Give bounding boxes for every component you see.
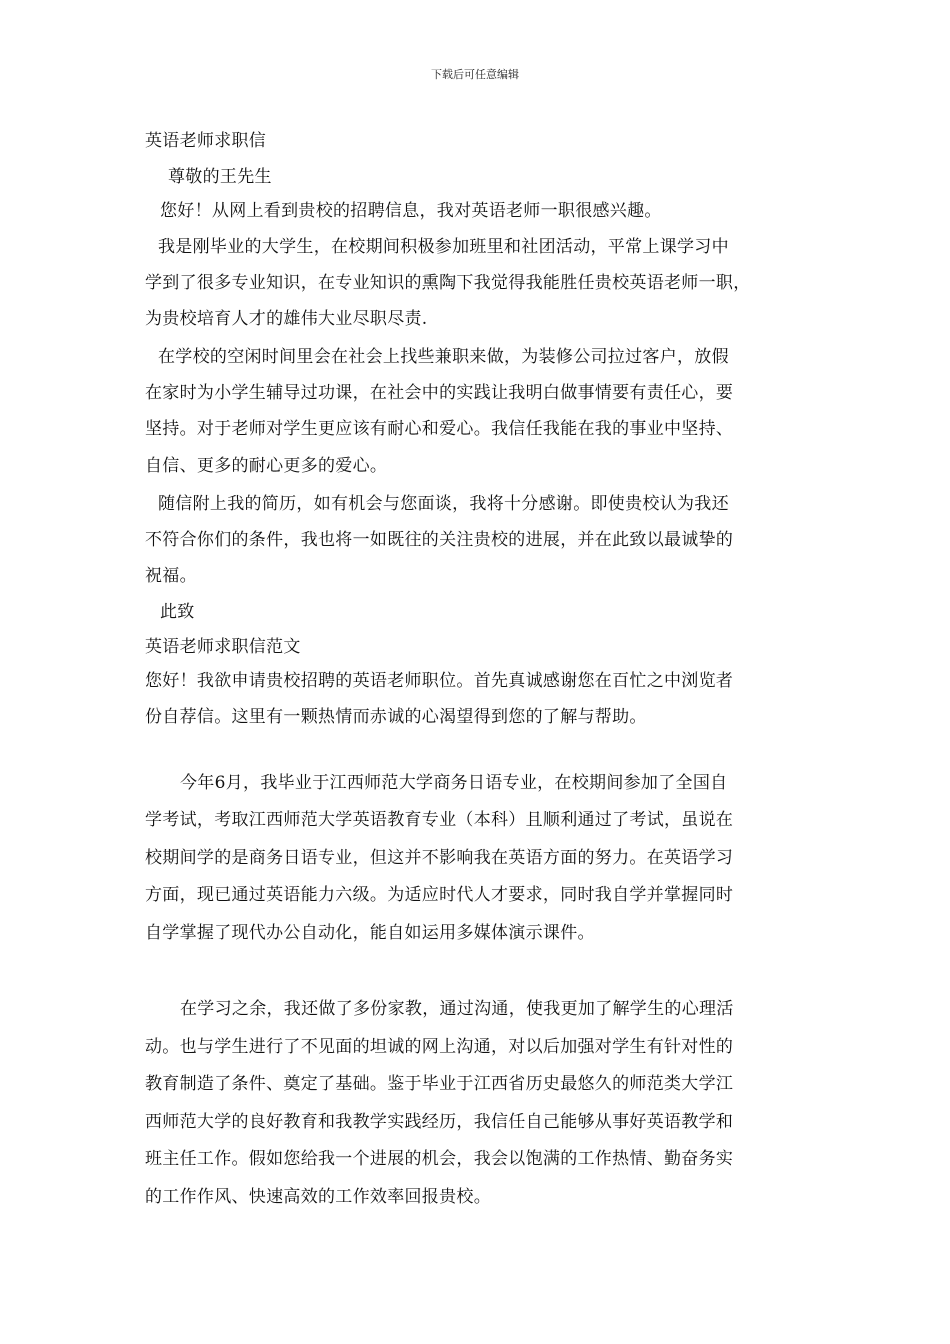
- text-line: 坚持。对于老师对学生更应该有耐心和爱心。我信任我能在我的事业中坚持、: [145, 419, 734, 439]
- section-title: 英语老师求职信范文: [145, 637, 301, 657]
- text-line: 班主任工作。假如您给我一个进展的机会，我会以饱满的工作热情、勤奋务实: [145, 1149, 734, 1169]
- text-line: 学到了很多专业知识，在专业知识的熏陶下我觉得我能胜任贵校英语老师一职，: [145, 273, 751, 293]
- text-line: 为贵校培育人才的雄伟大业尽职尽责.: [145, 309, 428, 329]
- text-line: 您好！我欲申请贵校招聘的英语老师职位。首先真诚感谢您在百忙之中浏览者: [145, 671, 734, 691]
- closing: 此致: [160, 602, 195, 622]
- text-line: 不符合你们的条件，我也将一如既往的关注贵校的进展，并在此致以最诚挚的: [145, 530, 734, 550]
- text-line: 在学校的空闲时间里会在社会上找些兼职来做，为装修公司拉过客户，放假: [158, 347, 729, 367]
- text-line: 方面，现已通过英语能力六级。为适应时代人才要求，同时我自学并掌握同时: [145, 885, 734, 905]
- text-line: 在家时为小学生辅导过功课，在社会中的实践让我明白做事情要有责任心，要: [145, 383, 734, 403]
- letter-title: 英语老师求职信: [145, 131, 267, 151]
- text-line: 份自荐信。这里有一颗热情而赤诚的心渴望得到您的了解与帮助。: [145, 707, 647, 727]
- text-line: 西师范大学的良好教育和我教学实践经历，我信任自己能够从事好英语教学和: [145, 1112, 734, 1132]
- text-line: 在学习之余，我还做了多份家教，通过沟通，使我更加了解学生的心理活: [180, 999, 734, 1019]
- text-line: 您好！从网上看到贵校的招聘信息，我对英语老师一职很感兴趣。: [160, 201, 662, 221]
- text-line: 今年6月，我毕业于江西师范大学商务日语专业，在校期间参加了全国自: [180, 773, 728, 793]
- text-line: 教育制造了条件、奠定了基础。鉴于毕业于江西省历史最悠久的师范类大学江: [145, 1074, 734, 1094]
- text-line: 学考试，考取江西师范大学英语教育专业（本科）且顺利通过了考试，虽说在: [145, 810, 734, 830]
- text-line: 随信附上我的简历，如有机会与您面谈，我将十分感谢。即使贵校认为我还: [158, 494, 729, 514]
- text-line: 动。也与学生进行了不见面的坦诚的网上沟通，对以后加强对学生有针对性的: [145, 1037, 734, 1057]
- text-line: 自信、更多的耐心更多的爱心。: [145, 456, 388, 476]
- text-line: 的工作作风、快速高效的工作效率回报贵校。: [145, 1187, 491, 1207]
- text-line: 我是刚毕业的大学生，在校期间积极参加班里和社团活动，平常上课学习中: [158, 237, 729, 257]
- text-line: 祝福。: [145, 566, 197, 586]
- salutation: 尊敬的王先生: [168, 167, 272, 187]
- page-header: 下载后可任意编辑: [431, 68, 519, 81]
- text-line: 自学掌握了现代办公自动化，能自如运用多媒体演示课件。: [145, 923, 595, 943]
- text-line: 校期间学的是商务日语专业，但这并不影响我在英语方面的努力。在英语学习: [145, 848, 734, 868]
